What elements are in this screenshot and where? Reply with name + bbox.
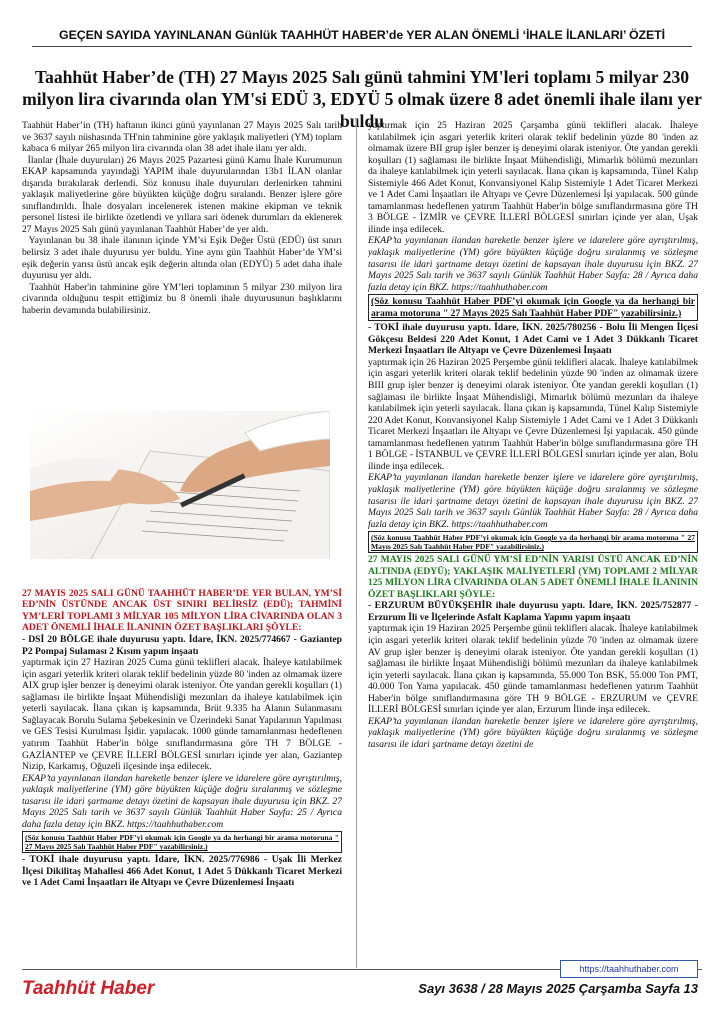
intro-paragraph: Yayınlanan bu 38 ihale ilanının içinde YM’si Eşik Değer Üstü (EDÜ) üst sınırı belirsiz 3 adet ihale duyurusu yer buldu. Yine aynı gün Taahhüt Haber’de YM’si eşik değerin yarısı üstü ancak eşik değerin altında olan (EDYÜ) 5 adet daha ihale duyurusu yer aldı. (22, 235, 342, 282)
column-divider (356, 118, 357, 968)
intro-paragraph: Taahhüt Haber’in (TH) haftanın ikinci günü yayınlanan 27 Mayıs 2025 Salı tarih ve 3637 sayılı nüshasında TH'nin tahminine göre yaklaşık maliyetleri (YM) toplam kabaca 6 milyar 265 milyon lira civarında olan 38 adet ihale ilanı yer aldı. (22, 120, 342, 155)
item-source: EKAP’ta yayınlanan ilandan hareketle benzer işlere ve idarelere göre ayrıştırılmış, yaklaşık maliyetlerine (YM) göre büyükten küçüğe doğru sıralanmış ve sözleşme tasarısı ile idari şartname detayı özetini de kapsayan ihale duyurusu için BKZ. 27 Mayıs 2025 Salı tarih ve 3637 sayılı Günlük Taahhüt Haber Sayfa: 25 / Ayrıca daha fazla detay için BKZ. https://taahhuthaber.com (22, 772, 342, 830)
item-body: yaptırmak için 27 Haziran 2025 Cuma günü teklifleri alacak. İhaleye katılabilmek için asgari yeterlik kriteri olarak teklif bedelinin yüzde 80 'inden az olmamak üzere AIX grup işler benzer iş deneyimi olarak isteniyor. Öte yandan gerekli koşulları (1) sağlaması ile birlikte İnşaat Mühendisliği mezunları da ihaleye katılabilmek için yeterli sayılacak. İlana çıkan iş kapsamında, Brüt 9.335 ha Alanın Sulanmasını Sağlayacak Borulu Sulama Şebekesinin ve Üzerindeki Sanat Yapılarının Yapılması ve GES Tesisi Kurulması İşidir. yapılacak. 1000 günde tamamlanması hedeflenen yatırım Taahhüt Haber'in bölge sınıflandırmasına göre TH 7 BÖLGE - GAZİANTEP ve ÇEVRE İLLERİ BÖLGESİ sınırları içinde yer alan, Gaziantep Nizip, Karkamış, Oğuzeli ilçesinde inşa edilecek. (22, 657, 342, 773)
item-body: yaptırmak için 26 Haziran 2025 Perşembe günü teklifleri alacak. İhaleye katılabilmek için asgari yeterlik kriteri olarak teklif bedelinin yüzde 90 'inden az olmamak üzere BIII grup işler benzer iş deneyimi olarak isteniyor. Öte yandan gerekli koşulları (1) sağlaması ile birlikte İnşaat Mühendisliği, Mimarlık bölümü mezunları da ihaleye katılabilmek için yeterli sayılacak. İlana çıkan iş kapsamında, Tünel Kalıp Sistemiyle 220 Adet Konut, Konvansiyonel Kalıp Sistemiyle 1 Adet Cami ve 1 Adet 3 Dükkanlı Ticaret Merkezi İnşaatları ile Altyapı ve Çevre Düzenlemesi İşi yapılacak. 450 günde tamamlanması hedeflenen yatırım Taahhüt Haber'in bölge sınıflandırmasına göre TH 1 BÖLGE - İSTANBUL ve ÇEVRE İLLERİ BÖLGESİ sınırları içinde yer alan, Bolu ilinde inşa edilecek. (368, 356, 698, 472)
item-source: EKAP’ta yayınlanan ilandan hareketle benzer işlere ve idarelere göre ayrıştırılmış, yaklaşık maliyetlerine (YM) göre büyükten küçüğe doğru sıralanmış ve sözleşme tasarısı ile idari şartname detayı özetini de (368, 715, 698, 750)
page-headline: Taahhüt Haber’de (TH) 27 Mayıs 2025 Salı günü tahmini YM'leri toplamı 5 milyar 230 milyon lira civarında olan YM'si EDÜ 3, EDYÜ 5 olmak üzere 8 adet önemli ihale ilanı yer buldu (22, 67, 702, 131)
item-body: yaptırmak için 19 Haziran 2025 Perşembe günü teklifleri alacak. İhaleye katılabilmek için asgari yeterlik kriteri olarak teklif bedelinin yüzde 70 'inden az olmamak üzere AV grup işler benzer iş deneyimi olarak isteniyor. Öte yandan gerekli koşulları (1) sağlaması ile birlikte İnşaat Mühendisliği bölümü mezunları da ihaleye katılabilmek için yeterli sayılacak. İlana çıkan iş kapsamında, 55.000 Ton BSK, 55.000 Ton PMT, 40.000 Ton Yama yapılacak. 450 günde tamamlanması hedeflenen yatırım Taahhüt Haber'in bölge sınıflandırmasına göre TH 9 BÖLGE - ERZURUM ve ÇEVRE İLLERİ BÖLGESİ sınırları içinde yer alan, Erzurum İlinde inşa edilecek. (368, 623, 698, 716)
item-source: EKAP’ta yayınlanan ilandan hareketle benzer işlere ve idarelere göre ayrıştırılmış, yaklaşık maliyetlerine (YM) göre büyükten küçüğe doğru sıralanmış ve sözleşme tasarısı ile idari şartname detayı özetini de kapsayan ihale duyurusu için BKZ. 27 Mayıs 2025 Salı tarih ve 3637 sayılı Günlük Taahhüt Haber Sayfa: 28 / Ayrıca daha fazla detay için BKZ. https://taahhuthaber.com (368, 472, 698, 530)
search-note: (Söz konusu Taahhüt Haber PDF’yi okumak için Google ya da herhangi bir arama motoruna " 27 Mayıs 2025 Salı Taahhüt Haber PDF" yazabilirsiniz.) (368, 531, 698, 553)
section-heading-edyu: 27 MAYIS 2025 SALI GÜNÜ YM’Sİ ED’NİN YARISI ÜSTÜ ANCAK ED’NİN ALTINDA (EDYÜ); YAKLAŞIK MALİYETLERİ (YM) TOPLAMI 2 MİLYAR 125 MİLYON LİRA CİVARINDA OLAN 5 ADET ÖNEMLİ İHALE İLANININ ÖZET BAŞLIKLARI ŞÖYLE: (368, 554, 698, 600)
item-title: - TOKİ ihale duyurusu yaptı. İdare, İKN. 2025/780256 - Bolu İli Mengen İlçesi Gökçesu Beldesi 220 Adet Konut, 1 Adet Cami ve 1 Adet 3 Dükkanlı Ticaret Merkezi İnşaatları ile Altyapı ve Çevre Düzenlemesi İnşaatı (368, 322, 698, 357)
handshake-photo (30, 411, 330, 559)
right-column (368, 120, 698, 966)
item-body: yaptırmak için 25 Haziran 2025 Çarşamba günü teklifleri alacak. İhaleye katılabilmek için asgari yeterlik kriteri olarak teklif bedelinin yüzde 80 'inden az olmamak üzere BII grup işler benzer iş deneyimi olarak isteniyor. Öte yandan gerekli koşulları (1) sağlaması ile birlikte İnşaat Mühendisliği, Mimarlık bölümü mezunları da ihaleye katılabilmek için yeterli sayılacak. İlana çıkan iş kapsamında, Tünel Kalıp Sistemiyle 466 Adet Konut, Konvansiyonel Kalıp Sistemiyle 1 Adet Ticaret Merkezi ve 1 Adet Cami İnşaatları ile Altyapı ve Çevre Düzenlemesi İşi yapılacak. 500 günde tamamlanması hedeflenen yatırım Taahhüt Haber'in bölge sınıflandırmasına göre TH 3 BÖLGE - İZMİR ve ÇEVRE İLLERİ BÖLGESİ sınırları içinde yer alan, Uşak ilinde inşa edilecek. (368, 120, 698, 235)
intro-paragraph: Taahhüt Haber'in tahminine göre YM’leri toplamının 5 milyar 230 milyon lira civarında olduğunu tespit ettiğimiz bu 8 önemli ihale duyurusunun başlıklarını haberin devamında bulabilirsiniz. (22, 281, 342, 316)
search-note: (Söz konusu Taahhüt Haber PDF’yi okumak için Google ya da herhangi bir arama motoruna " 27 Mayıs 2025 Salı Taahhüt Haber PDF" yazabilirsiniz.) (368, 294, 698, 321)
item-title: - DSİ 20 BÖLGE ihale duyurusu yaptı. İdare, İKN. 2025/774667 - Gaziantep P2 Pompaj Sulaması 2 Kısım yapım inşaatı (22, 634, 342, 657)
search-note: (Söz konusu Taahhüt Haber PDF’yi okumak için Google ya da herhangi bir arama motoruna " 27 Mayıs 2025 Salı Taahhüt Haber PDF" yazabilirsiniz.) (22, 831, 342, 853)
brand-logo: Taahhüt Haber (22, 978, 155, 999)
section-heading-edu: 27 MAYIS 2025 SALI GÜNÜ TAAHHÜT HABER’DE YER BULAN, YM’Sİ ED’NİN ÜSTÜNDE ANCAK ÜST SINIRI BELİRSİZ (EDÜ); TAHMİNİ YM’LERİ TOPLAMI 3 MİLYAR 105 MİLYON LİRA CİVARINDA OLAN 3 ADET ÖNEMLİ İHALE İLANININ ÖZET BAŞLIKLARI ŞÖYLE: (22, 587, 342, 634)
item-title: - TOKİ ihale duyurusu yaptı. İdare, İKN. 2025/776986 - Uşak İli Merkez İlçesi Dikilitaş Mahallesi 466 Adet Konut, 1 Adet 5 Dükkanlı Ticaret Merkezi ve 1 Adet Cami İnşaatları ile Altyapı ve Çevre Düzenlemesi İnşaatı (22, 854, 342, 889)
item-title: - ERZURUM BÜYÜKŞEHİR ihale duyurusu yaptı. İdare, İKN. 2025/752877 - Erzurum İli ve İlçelerinde Asfalt Kaplama Yapımı yapım inşaatı (368, 600, 698, 623)
left-column (22, 120, 342, 968)
page-info: Sayı 3638 / 28 Mayıs 2025 Çarşamba Sayfa 13 (418, 981, 698, 996)
footer-url-link[interactable]: https://taahhuthaber.com (560, 960, 698, 978)
top-banner: GEÇEN SAYIDA YAYINLANAN Günlük TAAHHÜT HABER’de YER ALAN ÖNEMLİ ‘İHALE İLANLARI’ ÖZETİ (32, 28, 692, 47)
intro-paragraph: İlanlar (İhale duyuruları) 26 Mayıs 2025 Pazartesi günü Kamu İhale Kurumunun EKAP kapsamında yayındaği YAPIM ihale duyurularından 13b1 İLAN olanlar dışarıda bırakılarak derlendi. Söz konusu ihale duyuruları derlenirken tahmini yaklaşık maliyetlerine göre büyükten küçüğe doğru sıralandı. Benzer işlere göre sınıflandırıldı. İhale dosyaları incelenerek istenen makine ekipman ve teknik personel listesi ile birlikte özetlendi ve yıllara sari ödenek durumları da eklenerek 27 Mayıs 2025 Salı günü yayınlanan Taahhüt Haber’de yer aldı. (22, 154, 342, 235)
item-source: EKAP’ta yayınlanan ilandan hareketle benzer işlere ve idarelere göre ayrıştırılmış, yaklaşık maliyetlerine (YM) göre büyükten küçüğe doğru sıralanmış ve sözleşme tasarısı ile idari şartname detayı özetini de kapsayan ihale duyurusu için BKZ. 27 Mayıs 2025 Salı tarih ve 3637 sayılı Günlük Taahhüt Haber Sayfa: 28 / Ayrıca daha fazla detay için BKZ. https://taahhuthaber.com (368, 235, 698, 293)
